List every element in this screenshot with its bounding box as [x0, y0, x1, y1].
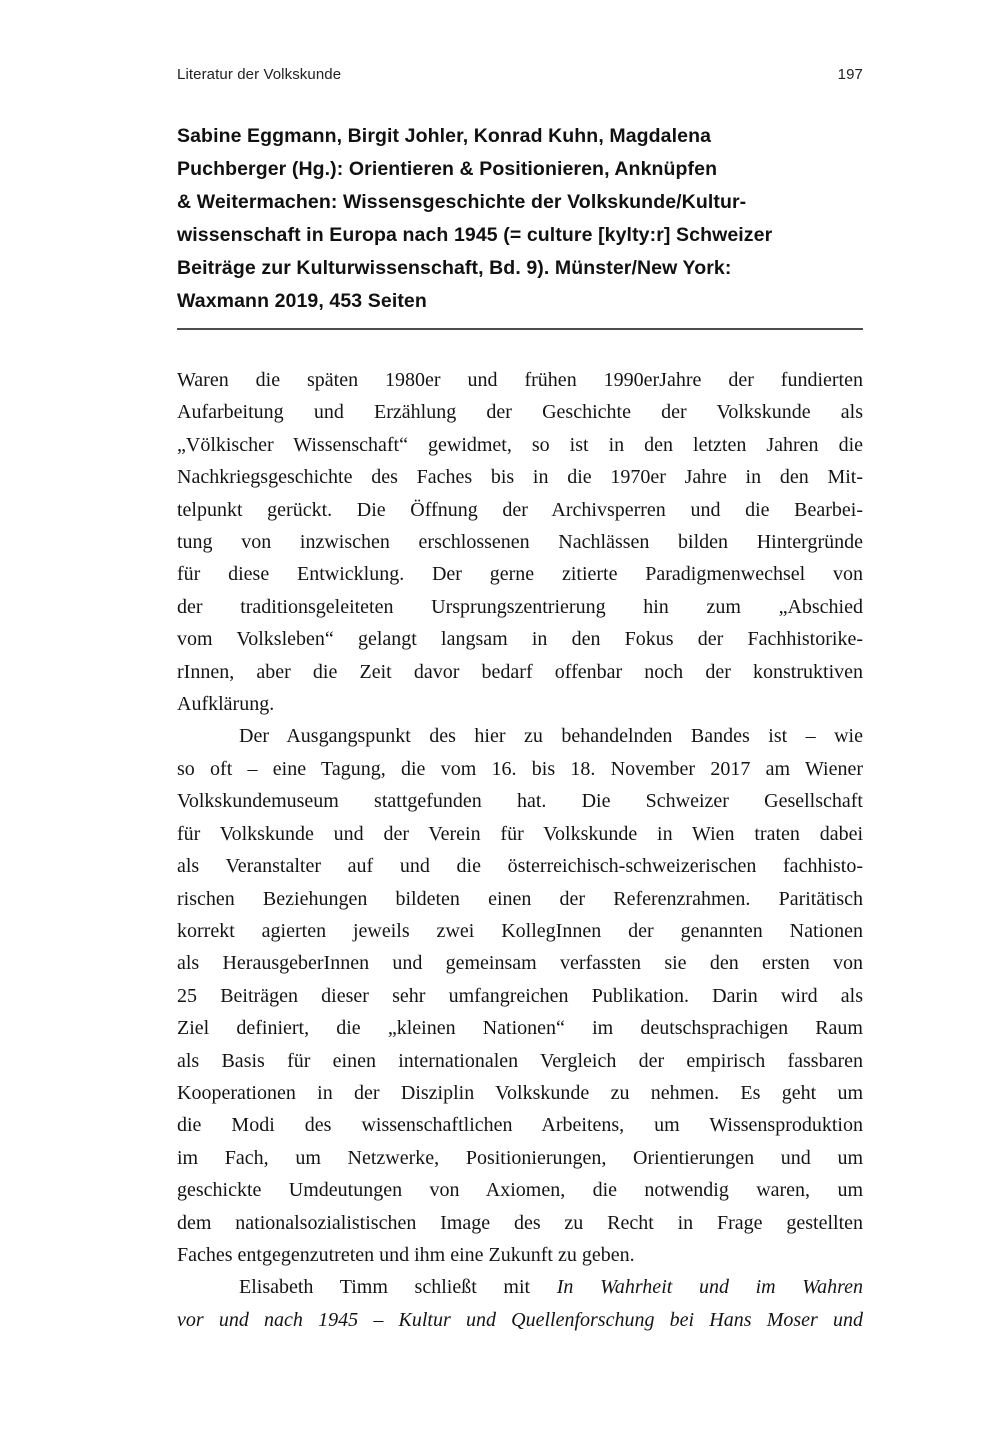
body-line — [177, 1239, 863, 1271]
italic-title-segment: vor und nach 1945 – Kultur und Quellenforschung bei Hans Moser und — [177, 1308, 863, 1331]
body-line — [177, 818, 863, 850]
text-segment: Volkskundemuseum stattgefunden hat. Die Schweizer Gesellschaft — [177, 790, 863, 813]
body-line — [177, 429, 863, 461]
body-line — [177, 980, 863, 1012]
text-segment: für diese Entwicklung. Der gerne zitierte Paradigmenwechsel von — [177, 563, 863, 586]
text-segment: Der Ausgangspunkt des hier zu behandelnden Bandes ist – wie — [239, 725, 863, 748]
text-segment: 25 Beiträgen dieser sehr umfangreichen Publikation. Darin wird als — [177, 984, 863, 1007]
body-line — [177, 720, 863, 752]
text-segment: für Volkskunde und der Verein für Volkskunde in Wien traten dabei — [177, 822, 863, 845]
body-line — [177, 591, 863, 623]
body-line — [177, 558, 863, 590]
text-segment: korrekt agierten jeweils zwei KollegInnen der genannten Nationen — [177, 919, 863, 942]
text-segment: die Modi des wissenschaftlichen Arbeitens, um Wissensproduktion — [177, 1114, 863, 1137]
body-line — [177, 1045, 863, 1077]
body-line — [177, 1271, 863, 1303]
body-paragraph — [177, 1271, 863, 1336]
text-segment: tung von inzwischen erschlossenen Nachlässen bilden Hintergründe — [177, 531, 863, 554]
divider-rule — [177, 328, 863, 330]
text-segment: als Veranstalter auf und die österreichisch-schweizerischen fachhisto- — [177, 855, 863, 878]
body-line — [177, 1142, 863, 1174]
body-line — [177, 1174, 863, 1206]
body-paragraph — [177, 720, 863, 1271]
body-line — [177, 688, 863, 720]
text-segment: telpunkt gerückt. Die Öffnung der Archivsperren und die Bearbei- — [177, 498, 863, 521]
page-number: 197 — [837, 66, 863, 83]
body-line — [177, 364, 863, 396]
text-segment: dem nationalsozialistischen Image des zu Recht in Frage gestellten — [177, 1211, 863, 1234]
body-line — [177, 656, 863, 688]
body-line — [177, 850, 863, 882]
body-line — [177, 753, 863, 785]
heading-line: Beiträge zur Kulturwissenschaft, Bd. 9). Münster/New York: — [177, 257, 732, 279]
text-segment: Waren die späten 1980er und frühen 1990erJahre der fundierten — [177, 369, 863, 391]
text-segment: Aufklärung. — [177, 693, 275, 716]
body-line — [177, 947, 863, 979]
text-column — [177, 0, 863, 1336]
text-segment: Aufarbeitung und Erzählung der Geschichte der Volkskunde als — [177, 401, 863, 424]
heading-line: Puchberger (Hg.): Orientieren & Positionieren, Anknüpfen — [177, 158, 718, 180]
text-segment: „Völkischer Wissenschaft“ gewidmet, so ist in den letzten Jahren die — [177, 433, 863, 456]
text-segment: Ziel definiert, die „kleinen Nationen“ im deutschsprachigen Raum — [177, 1017, 863, 1040]
text-segment: Elisabeth Timm schließt mit — [239, 1276, 557, 1299]
text-segment: als HerausgeberInnen und gemeinsam verfassten sie den ersten von — [177, 952, 863, 975]
body-line — [177, 1207, 863, 1239]
text-segment: rInnen, aber die Zeit davor bedarf offenbar noch der konstruktiven — [177, 660, 863, 683]
body-line — [177, 526, 863, 558]
text-segment: so oft – eine Tagung, die vom 16. bis 18. November 2017 am Wiener — [177, 757, 863, 780]
body-line — [177, 396, 863, 428]
heading-line: Sabine Eggmann, Birgit Johler, Konrad Kuhn, Magdalena — [177, 125, 712, 147]
heading-line: wissenschaft in Europa nach 1945 (= culture [kylty:r] Schweizer — [177, 224, 773, 246]
body-line — [177, 1304, 863, 1336]
text-segment: vom Volksleben“ gelangt langsam in den Fokus der Fachhistorike- — [177, 628, 863, 651]
body-line — [177, 1109, 863, 1141]
text-segment: Kooperationen in der Disziplin Volkskunde zu nehmen. Es geht um — [177, 1081, 863, 1104]
text-segment: Nachkriegsgeschichte des Faches bis in die 1970er Jahre in den Mit- — [177, 466, 863, 489]
body-line — [177, 1012, 863, 1044]
body-paragraph — [177, 364, 863, 720]
text-segment: der traditionsgeleiteten Ursprungszentrierung hin zum „Abschied — [177, 595, 863, 618]
heading-line: & Weitermachen: Wissensgeschichte der Volkskunde/Kultur- — [177, 191, 747, 213]
body-line — [177, 623, 863, 655]
heading-line: Waxmann 2019, 453 Seiten — [177, 290, 427, 312]
book-citation-heading — [177, 120, 863, 318]
review-body — [177, 364, 863, 1336]
body-line — [177, 883, 863, 915]
body-line — [177, 461, 863, 493]
italic-title-segment: In Wahrheit und im Wahren — [556, 1276, 864, 1299]
text-segment: geschickte Umdeutungen von Axiomen, die notwendig waren, um — [177, 1179, 863, 1202]
body-line — [177, 1077, 863, 1109]
running-head-title: Literatur der Volkskunde — [177, 66, 342, 83]
body-line — [177, 785, 863, 817]
running-header — [177, 66, 863, 83]
text-segment: als Basis für einen internationalen Vergleich der empirisch fassbaren — [177, 1049, 863, 1072]
text-segment: rischen Beziehungen bildeten einen der Referenzrahmen. Paritätisch — [177, 887, 863, 910]
text-segment: im Fach, um Netzwerke, Positionierungen, Orientierungen und um — [177, 1146, 863, 1169]
body-line — [177, 915, 863, 947]
text-segment: Faches entgegenzutreten und ihm eine Zukunft zu geben. — [177, 1243, 635, 1266]
body-line — [177, 494, 863, 526]
